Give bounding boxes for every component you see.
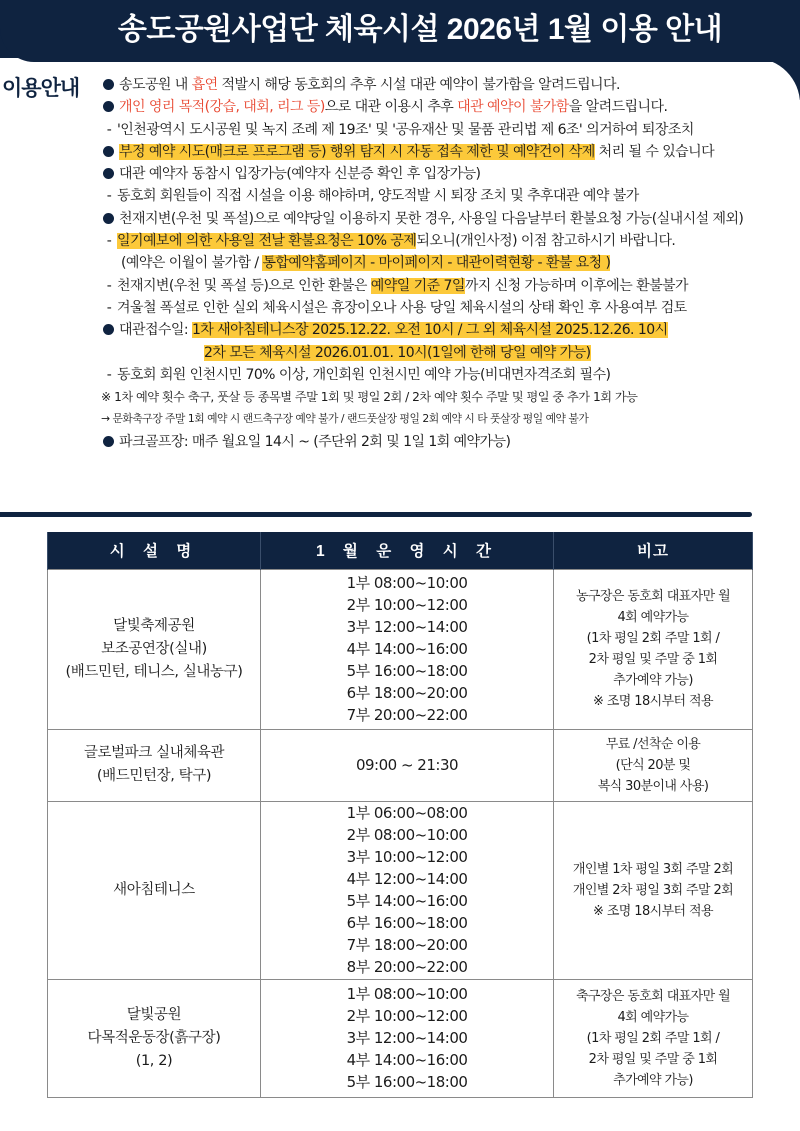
notes-cell-line: 2차 평일 및 주말 중 1회	[588, 652, 718, 667]
notes-cell-line: (1차 평일 2회 주말 1회 /	[586, 1030, 720, 1046]
notes-cell-line: 2차 평일 및 주말 중 1회	[588, 1051, 718, 1067]
guide-item	[101, 386, 800, 408]
facility-name-cell-line: 다목적운동장(흙구장)	[87, 1029, 221, 1046]
emphasis-text: 대관 예약이 불가함	[457, 99, 569, 116]
operating-hours-cell-line: 5부 16:00~18:00	[346, 1073, 468, 1091]
emphasis-text: 흡연	[191, 77, 218, 93]
guide-text: 송도공원 내	[119, 77, 192, 93]
operating-hours-cell	[261, 569, 554, 729]
operating-hours-cell-line: 3부 10:00~12:00	[346, 848, 468, 866]
bullet-icon	[103, 324, 114, 335]
guide-item	[103, 431, 800, 453]
guide-item	[103, 74, 800, 96]
highlighted-text: 부정 예약 시도(매크로 프로그램 등) 행위 탐지 시 자동 접속 제한 및 예약건이 삭제	[119, 143, 595, 160]
guide-text: 으로 대관 이용시 추후	[324, 99, 458, 116]
notes-cell	[554, 801, 753, 979]
facility-name-cell-line: (배드민턴장, 탁구)	[96, 768, 212, 784]
notes-cell	[554, 569, 753, 729]
column-header-hours: 1 월 운 영 시 간	[261, 532, 554, 569]
guide-text: 천재지변(우천 및 폭설 등)으로 인한 환불은	[117, 277, 371, 294]
bullet-icon	[103, 79, 114, 90]
guide-item	[103, 141, 800, 163]
notes-cell	[554, 979, 753, 1097]
guide-text: '인천광역시 도시공원 및 녹지 조례 제 19조' 및 '공유재산 및 물품 관리법 제 6조' 의거하여 퇴장조치	[117, 121, 694, 138]
guide-text: (예약은 이월이 불가함 /	[121, 255, 263, 272]
facility-name-cell	[48, 729, 261, 801]
bullet-icon	[103, 213, 114, 224]
operating-hours-cell-line: 4부 14:00~16:00	[346, 640, 468, 658]
facility-name-cell-line: (배드민턴, 테니스, 실내농구)	[65, 663, 243, 680]
guide-item	[97, 364, 800, 386]
guide-item	[103, 342, 800, 364]
notes-cell-line: 농구장은 동호회 대표자만 월	[575, 589, 731, 604]
highlighted-text: 일기예보에 의한 사용일 전날 환불요청은 10% 공제	[117, 233, 417, 250]
operating-hours-cell-line: 4부 14:00~16:00	[346, 1051, 468, 1069]
guide-text: 처리 될 수 있습니다	[594, 143, 715, 160]
guide-text: → 문화축구장 주말 1회 예약 시 랜드축구장 예약 불가 / 랜드풋살장 평일 2회 예약 시 타 풋살장 평일 예약 불가	[101, 412, 589, 426]
dash-marker: -	[106, 366, 112, 383]
guide-text: 대관 예약자 동참시 입장가능(예약자 신분증 확인 후 입장가능)	[119, 166, 481, 183]
notes-cell-line: ※ 조명 18시부터 적용	[593, 903, 713, 919]
dash-marker: -	[106, 233, 112, 250]
facility-name-cell	[48, 801, 261, 979]
notes-cell-line: 개인별 2차 평일 3회 주말 2회	[572, 882, 734, 898]
facility-name-cell-line: 보조공연장(실내)	[101, 640, 207, 657]
guide-item	[103, 319, 800, 341]
column-header-facility: 시 설 명	[48, 532, 261, 569]
operating-hours-cell-line: 1부 08:00~10:00	[346, 574, 468, 592]
section-label-usage-guide: 이용안내	[2, 77, 80, 100]
operating-hours-cell	[261, 979, 554, 1097]
operating-hours-cell-line: 5부 14:00~16:00	[346, 892, 468, 910]
guide-item	[97, 275, 800, 297]
operating-hours-cell-line: 3부 12:00~14:00	[346, 618, 468, 636]
table-header-row	[48, 532, 753, 569]
highlighted-text: 2차 모든 체육시설 2026.01.01. 10시(1일에 한해 당일 예약 가능)	[204, 344, 591, 361]
guide-text: 까지 신청 가능하며 이후에는 환불불가	[464, 277, 688, 294]
guide-text: 천재지변(우천 및 폭설)으로 예약당일 이용하지 못한 경우, 사용일 다음날부터 환불요청 가능(실내시설 제외)	[119, 210, 744, 227]
bullet-icon	[103, 168, 114, 179]
operating-hours-cell-line: 8부 20:00~22:00	[346, 958, 468, 976]
table-row	[48, 569, 753, 729]
operating-hours-cell-line: 7부 18:00~20:00	[346, 936, 468, 954]
operating-hours-cell-line: 7부 20:00~22:00	[346, 706, 468, 724]
table-row	[48, 979, 753, 1097]
column-header-notes: 비고	[554, 532, 753, 569]
guide-item	[103, 163, 800, 185]
operating-hours-cell	[261, 801, 554, 979]
notes-cell-line: 추가예약 가능)	[613, 673, 693, 688]
notes-cell-line: (단식 20분 및	[615, 757, 691, 773]
guide-text: 동호회 회원 인천시민 70% 이상, 개인회원 인천시민 예약 가능(비대면자격조회 필수)	[117, 366, 611, 383]
guide-text: 동호회 회원들이 직접 시설을 이용 해야하며, 양도적발 시 퇴장 조치 및 추후대관 예약 불가	[117, 188, 639, 205]
facility-name-cell-line: 글로벌파크 실내체육관	[83, 745, 225, 761]
operating-hours-cell-line: 1부 08:00~10:00	[346, 985, 468, 1003]
highlighted-text: 통합예약홈페이지 - 마이페이지 - 대관이력현황 - 환불 요청 )	[262, 255, 611, 272]
notes-cell-line: (1차 평일 2회 주말 1회 /	[586, 631, 720, 646]
guide-item	[97, 185, 800, 207]
notes-cell-line: 무료 /선착순 이용	[605, 736, 701, 752]
guide-item	[97, 297, 800, 319]
highlighted-text: 예약일 기준 7일	[370, 277, 465, 294]
facility-name-cell-line: 달빛공원	[126, 1006, 182, 1023]
facility-name-cell	[48, 569, 261, 729]
highlighted-text: 1차 새아침테니스장 2025.12.22. 오전 10시 / 그 외 체육시설 2025.12.26. 10시	[191, 322, 668, 339]
operating-hours-cell-line: 2부 10:00~12:00	[346, 1007, 468, 1025]
notes-cell-line: 개인별 1차 평일 3회 주말 2회	[572, 861, 734, 877]
guide-text: 겨울철 폭설로 인한 실외 체육시설은 휴장이오나 사용 당일 체육시설의 상태 확인 후 사용여부 검토	[117, 299, 687, 316]
emphasis-text: 개인 영리 목적(강습, 대회, 리그 등)	[119, 99, 325, 116]
notes-cell	[554, 729, 753, 801]
dash-marker: -	[106, 299, 112, 316]
operating-hours-cell-line: 09:00 ~ 21:30	[355, 756, 459, 774]
operating-hours-cell-line: 2부 08:00~10:00	[346, 826, 468, 844]
facility-name-cell-line: (1, 2)	[135, 1052, 173, 1069]
notes-cell-line: 4회 예약가능	[617, 610, 689, 625]
section-divider	[0, 512, 752, 517]
guide-item	[101, 408, 800, 430]
notes-cell-line: 복식 30분이내 사용)	[597, 778, 709, 794]
operating-hours-cell-line: 1부 06:00~08:00	[346, 804, 468, 822]
guide-text: 되오니(개인사정) 이점 참고하시기 바랍니다.	[416, 233, 676, 250]
notes-cell-line: ※ 조명 18시부터 적용	[593, 694, 713, 709]
guide-item	[103, 252, 800, 274]
guide-item	[103, 96, 800, 118]
facility-name-cell-line: 새아침테니스	[113, 881, 195, 898]
guide-item	[97, 119, 800, 141]
bullet-icon	[103, 146, 114, 157]
operating-hours-cell-line: 6부 18:00~20:00	[346, 684, 468, 702]
notes-cell-line: 추가예약 가능)	[613, 1072, 693, 1088]
usage-guide-list	[103, 74, 800, 453]
facility-name-cell	[48, 979, 261, 1097]
dash-marker: -	[106, 188, 112, 205]
page-title: 송도공원사업단 체육시설 2026년 1월 이용 안내	[117, 13, 723, 46]
facility-schedule-table	[47, 532, 753, 1098]
notes-cell-line: 축구장은 동호회 대표자만 월	[575, 988, 731, 1004]
bullet-icon	[103, 101, 114, 112]
notes-cell-line: 4회 예약가능	[617, 1009, 689, 1025]
dash-marker: -	[106, 277, 112, 294]
operating-hours-cell-line: 2부 10:00~12:00	[346, 596, 468, 614]
guide-text: 적발시 해당 동호회의 추후 시설 대관 예약이 불가함을 알려드립니다.	[217, 77, 620, 93]
facility-name-cell-line: 달빛축제공원	[113, 617, 195, 634]
guide-item	[103, 208, 800, 230]
guide-text: 을 알려드립니다.	[568, 99, 668, 116]
dash-marker: -	[106, 121, 112, 138]
operating-hours-cell-line: 3부 12:00~14:00	[346, 1029, 468, 1047]
operating-hours-cell-line: 5부 16:00~18:00	[346, 662, 468, 680]
table-row	[48, 801, 753, 979]
bullet-icon	[103, 436, 114, 447]
operating-hours-cell-line: 4부 12:00~14:00	[346, 870, 468, 888]
guide-text: 대관접수일:	[119, 322, 192, 339]
table-row	[48, 729, 753, 801]
guide-text: 파크골프장: 매주 월요일 14시 ~ (주단위 2회 및 1일 1회 예약가능)	[119, 433, 511, 450]
guide-item	[97, 230, 800, 252]
guide-text: ※ 1차 예약 횟수 축구, 풋살 등 종목별 주말 1회 및 평일 2회 / 2차 예약 횟수 주말 및 평일 중 추가 1회 가능	[101, 390, 638, 405]
operating-hours-cell-line: 6부 16:00~18:00	[346, 914, 468, 932]
operating-hours-cell	[261, 729, 554, 801]
